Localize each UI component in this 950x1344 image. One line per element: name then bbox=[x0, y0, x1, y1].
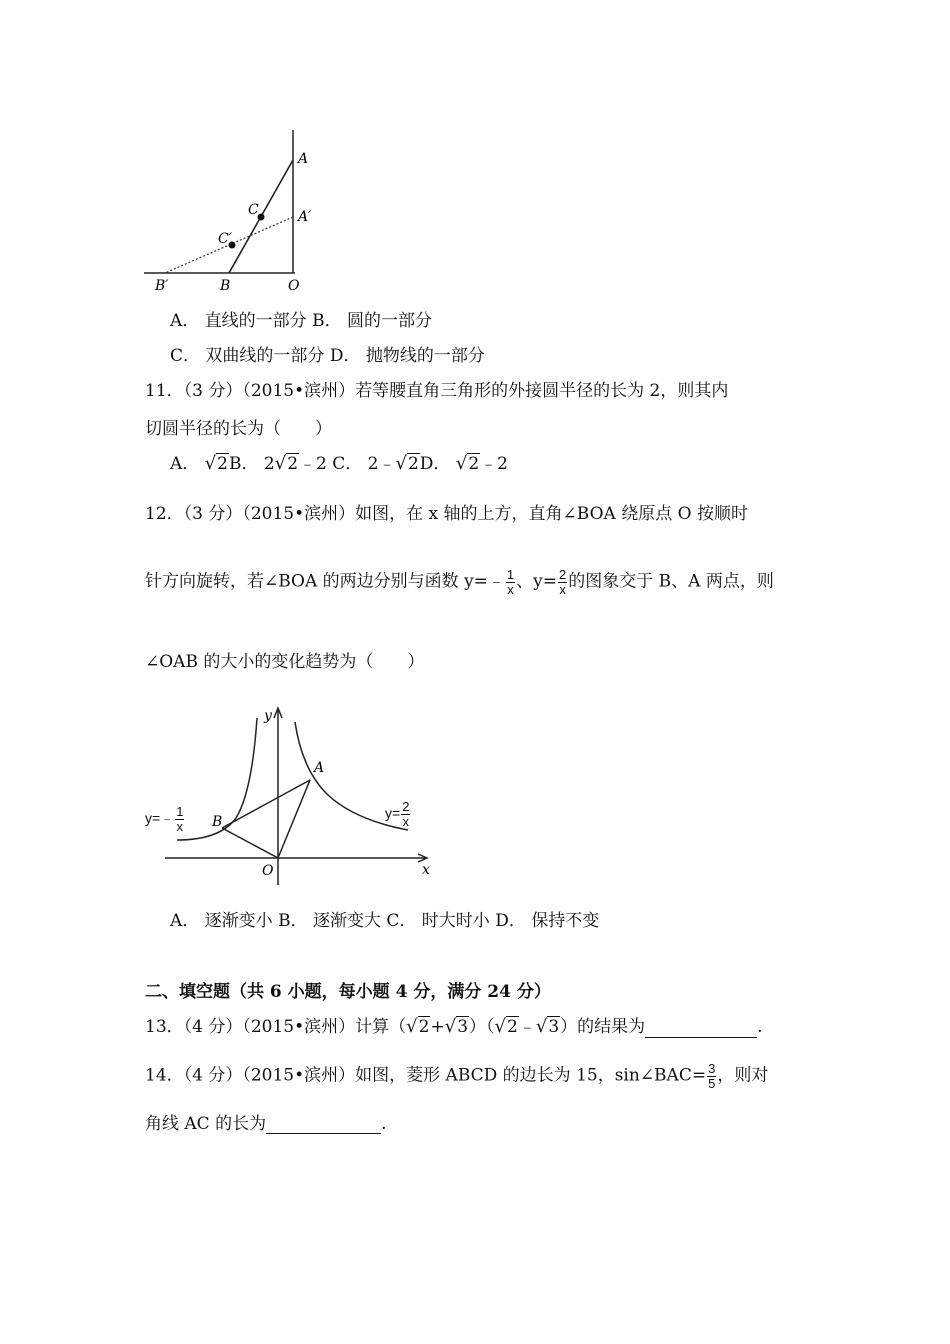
q14-end: . bbox=[381, 1114, 387, 1134]
answer-blank[interactable] bbox=[266, 1117, 381, 1134]
q14-line1 bbox=[145, 1062, 768, 1090]
q12-options: A． 逐渐变小 B． 逐渐变大 C． 时大时小 D． 保持不变 bbox=[170, 911, 600, 931]
numerator: 3 bbox=[708, 1061, 716, 1076]
label-C-prime: C′ bbox=[218, 231, 232, 247]
q11-opt-d-tail: ﹣2 bbox=[480, 454, 508, 474]
right-func-prefix: y= bbox=[385, 804, 401, 821]
sqrt-2: √2 bbox=[494, 1016, 518, 1037]
q10-options-line2: C． 双曲线的一部分 D． 抛物线的一部分 bbox=[170, 346, 485, 366]
label-A-prime: A′ bbox=[298, 209, 312, 225]
q13-pre: 13．（4 分）（2015•滨州）计算（ bbox=[145, 1017, 407, 1037]
q10-options-line1: A． 直线的一部分 B． 圆的一部分 bbox=[170, 311, 432, 331]
q14-post: ，则对 bbox=[717, 1065, 769, 1086]
fraction-2-over-x bbox=[401, 800, 410, 828]
numerator: 1 bbox=[506, 567, 515, 582]
radicand: 2 bbox=[217, 454, 228, 474]
radicand: 2 bbox=[407, 454, 419, 474]
left-function-label bbox=[145, 805, 185, 833]
q11-opt-d-label: D． bbox=[419, 454, 451, 474]
q12-line2-pre: 针方向旋转，若∠BOA 的两边分别与函数 y=﹣ bbox=[145, 571, 505, 592]
sqrt-3: √3 bbox=[535, 1016, 560, 1037]
q14-pre: 14．（4 分）（2015•滨州）如图，菱形 ABCD 的边长为 15，sin∠BAC= bbox=[145, 1065, 707, 1086]
denominator: x bbox=[559, 581, 566, 597]
q11-options bbox=[170, 453, 508, 475]
radicand: 2 bbox=[507, 1017, 518, 1037]
radicand: 2 bbox=[287, 454, 299, 474]
answer-blank[interactable] bbox=[645, 1021, 757, 1038]
q11-stem-line1: 11．（3 分）（2015•滨州）若等腰直角三角形的外接圆半径的长为 2，则其内 bbox=[145, 381, 729, 401]
numerator: 1 bbox=[176, 804, 184, 819]
q13-end: . bbox=[757, 1017, 763, 1037]
denominator: x bbox=[176, 818, 184, 834]
q13 bbox=[145, 1016, 763, 1038]
sqrt-2-a: √2 bbox=[204, 453, 228, 474]
q12-stem-line1: 12．（3 分）（2015•滨州）如图，在 x 轴的上方，直角∠BOA 绕原点 O 按顺时 bbox=[145, 504, 748, 524]
segment-AB bbox=[222, 780, 310, 828]
sqrt-2-b: √2 bbox=[274, 453, 299, 474]
sqrt-3: √3 bbox=[444, 1016, 469, 1037]
denominator: 5 bbox=[708, 1075, 716, 1091]
fraction-1-over-x bbox=[175, 805, 184, 833]
label-B: B bbox=[212, 814, 223, 830]
q11-opt-b-tail: ﹣2 C． 2﹣ bbox=[299, 454, 396, 474]
label-y: y bbox=[264, 708, 272, 724]
sqrt-2-c: √2 bbox=[395, 453, 419, 474]
label-A: A bbox=[298, 151, 309, 167]
radicand: 3 bbox=[548, 1017, 560, 1037]
right-function-label bbox=[385, 800, 411, 828]
plus-sign: + bbox=[430, 1017, 445, 1037]
fraction-2-over-x bbox=[558, 568, 567, 596]
q14-line2-text: 角线 AC 的长为 bbox=[145, 1114, 267, 1134]
sqrt-2-d: √2 bbox=[455, 453, 480, 474]
fraction-3-over-5 bbox=[707, 1062, 716, 1090]
q12-stem-line3: ∠OAB 的大小的变化趋势为（ ） bbox=[145, 652, 425, 672]
label-B: B bbox=[220, 278, 231, 294]
q12-line2-post: 的图象交于 B、A 两点，则 bbox=[568, 571, 774, 592]
q11-stem-line2: 切圆半径的长为（ ） bbox=[145, 419, 332, 439]
segment-OA bbox=[278, 780, 310, 858]
label-O: O bbox=[288, 278, 300, 294]
q12-stem-line2 bbox=[145, 568, 774, 596]
q11-opt-a-label: A． bbox=[170, 454, 200, 474]
sqrt-2: √2 bbox=[406, 1016, 430, 1037]
q13-post: ）的结果为 bbox=[560, 1017, 646, 1037]
denominator: x bbox=[402, 813, 410, 829]
numerator: 2 bbox=[559, 567, 567, 582]
section-2-title: 二、填空题（共 6 小题，每小题 4 分，满分 24 分） bbox=[145, 982, 551, 1002]
numerator: 2 bbox=[402, 799, 410, 814]
segment-OB bbox=[222, 828, 278, 858]
q14-line2 bbox=[145, 1114, 387, 1134]
denominator: x bbox=[507, 581, 514, 597]
label-x: x bbox=[422, 862, 430, 878]
left-func-prefix: y=﹣ bbox=[145, 809, 175, 826]
figure-hyperbolas bbox=[140, 700, 440, 890]
fraction-1-over-x bbox=[506, 568, 515, 596]
label-B-prime: B′ bbox=[155, 278, 169, 294]
radicand: 2 bbox=[418, 1017, 430, 1037]
q13-mid: ）（ bbox=[469, 1017, 495, 1037]
label-C: C bbox=[248, 202, 259, 218]
label-O: O bbox=[262, 863, 274, 879]
radicand: 3 bbox=[457, 1017, 469, 1037]
q12-line2-mid: 、y= bbox=[516, 571, 558, 592]
radicand: 2 bbox=[468, 454, 480, 474]
q11-opt-b-label: B． 2 bbox=[229, 454, 275, 474]
minus-sign: ﹣ bbox=[518, 1017, 536, 1037]
label-A: A bbox=[314, 760, 325, 776]
figure-rotating-segment bbox=[140, 125, 330, 300]
